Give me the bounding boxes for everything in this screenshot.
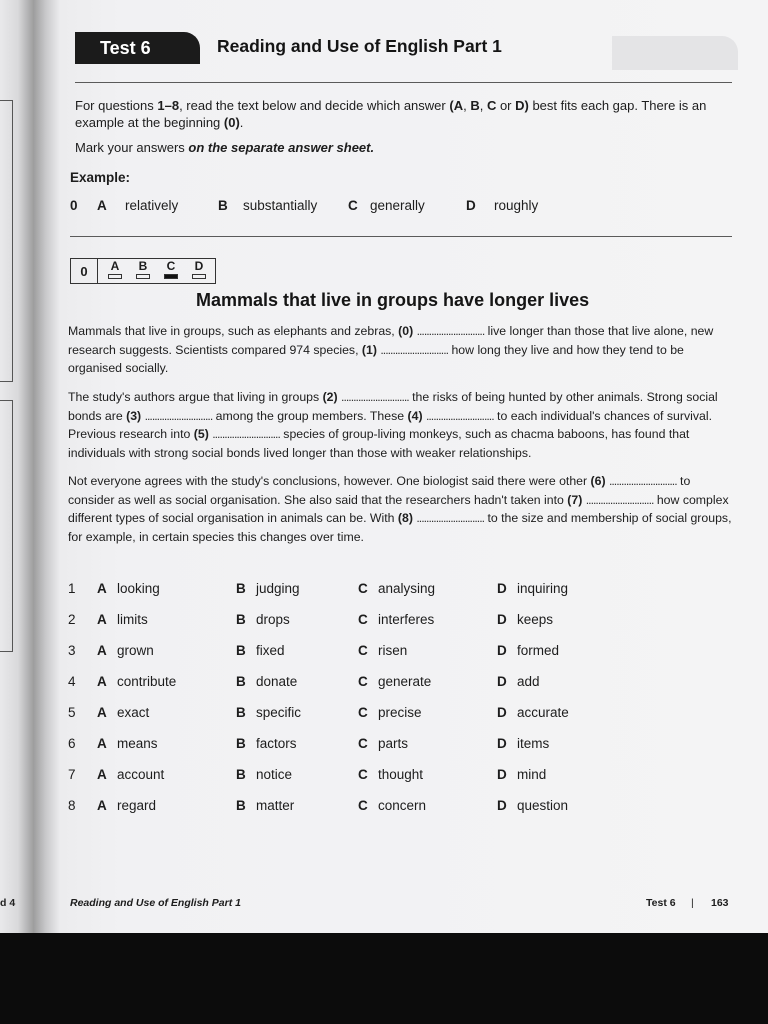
options-table: [60, 577, 720, 825]
option-letter: A: [97, 705, 107, 720]
option-letter: B: [236, 581, 246, 596]
footer-test: Test 6: [646, 897, 676, 909]
option-letter: A: [97, 736, 107, 751]
option-c: interferes: [378, 612, 435, 627]
show-through-tab: [612, 36, 738, 70]
option-d: formed: [517, 643, 560, 658]
example-letter-a: A: [97, 198, 107, 213]
gap-dots: ............................: [585, 492, 654, 507]
option-letter: C: [358, 705, 368, 720]
example-option-d: roughly: [494, 198, 539, 213]
test-tab: Test 6: [75, 32, 200, 64]
option-letter: D: [497, 798, 507, 813]
facing-page-box: [0, 100, 13, 382]
option-c: generate: [378, 674, 432, 689]
gap-number: (7): [567, 492, 583, 507]
option-letter: D: [497, 674, 507, 689]
instructions-mark: Mark your answers on the separate answer sheet.: [75, 140, 375, 155]
instructions: For questions 1–8, read the text below and decide which answer (A, B, C or D) best fits each gap. There is an example at the beginning (0).: [75, 98, 707, 130]
answer-bubble: [192, 274, 206, 279]
section-title: Reading and Use of English Part 1: [217, 36, 502, 56]
footer-section: Reading and Use of English Part 1: [70, 897, 241, 909]
facing-page-box: [0, 400, 13, 652]
question-row: [60, 732, 720, 763]
example-letter-d: D: [466, 198, 476, 213]
option-letter: C: [358, 581, 368, 596]
question-number: 6: [68, 736, 76, 751]
question-row: [60, 608, 720, 639]
question-number: 3: [68, 643, 76, 658]
option-letter: C: [358, 767, 368, 782]
question-number: 4: [68, 674, 76, 689]
gap-dots: ............................: [416, 324, 485, 338]
option-letter: B: [236, 767, 246, 782]
question-row: [60, 701, 720, 732]
question-number: 1: [68, 581, 76, 596]
question-number: 5: [68, 705, 76, 720]
question-row: [60, 794, 720, 825]
facing-page-number: d 4: [0, 897, 16, 909]
gap-dots: ............................: [416, 511, 485, 525]
option-d: inquiring: [517, 581, 569, 596]
gap-number: (3): [126, 408, 142, 423]
option-b: drops: [256, 612, 290, 627]
option-d: question: [517, 798, 569, 813]
option-letter: D: [497, 581, 507, 596]
option-letter: C: [358, 736, 368, 751]
option-c: risen: [378, 643, 408, 658]
option-b: matter: [256, 798, 295, 813]
option-a: limits: [117, 612, 148, 627]
gap-dots: ............................: [425, 408, 494, 423]
article-paragraph: The study's authors argue that living in groups (2) ............................ the risks of being hunted by other animals. Strong social bonds are (3) ............................ among the group members. These (4) ............................ to each individual's chances of survival. Previous research into (5) ............................ species of group-living monkeys, such as chacma baboons, has found that individuals with strong social bonds lived longer than those with weaker relationships.: [68, 390, 718, 460]
option-letter: D: [497, 767, 507, 782]
option-a: account: [117, 767, 165, 782]
option-letter: A: [97, 612, 107, 627]
article-paragraph: Mammals that live in groups, such as elephants and zebras, (0) ............................ live longer than those that live alone, new research suggests. Scientists compared 974 species, (1) ............................ how long they live and how they tend to be organised socially.: [68, 324, 714, 375]
option-letter: A: [97, 767, 107, 782]
example-option-a: relatively: [125, 198, 179, 213]
answer-bubble: [136, 274, 150, 279]
example-letter-b: B: [218, 198, 228, 213]
option-b: factors: [256, 736, 297, 751]
option-letter: C: [358, 612, 368, 627]
option-d: add: [517, 674, 540, 689]
option-letter: C: [358, 798, 368, 813]
option-a: contribute: [117, 674, 177, 689]
gap-number: (4): [407, 408, 423, 423]
option-d: keeps: [517, 612, 554, 627]
gap-number: (6): [590, 474, 606, 488]
grid-cell-b: B: [129, 260, 157, 279]
gap-number: (1): [361, 342, 377, 357]
example-number: 0: [70, 198, 78, 213]
gap-dots: ............................: [144, 408, 213, 423]
option-c: precise: [378, 705, 422, 720]
grid-cell-a: A: [101, 260, 129, 279]
question-row: [60, 577, 720, 608]
option-c: thought: [378, 767, 424, 782]
option-letter: B: [236, 674, 246, 689]
article-paragraph: Not everyone agrees with the study's conclusions, however. One biologist said there were other (6) ............................ to consider as well as social organisation. She also said that the researchers hadn't taken into (7) ............................ how complex different types of social organisation in animals can be. With (8) ............................ to the size and membership of social groups, for example, in certain species this changes over time.: [68, 474, 732, 544]
option-d: items: [517, 736, 550, 751]
divider: [70, 236, 732, 237]
gap-dots: ............................: [212, 427, 280, 441]
option-letter: D: [497, 612, 507, 627]
option-a: regard: [117, 798, 157, 813]
option-a: exact: [117, 705, 150, 720]
question-row: [60, 670, 720, 701]
option-d: accurate: [517, 705, 569, 720]
option-letter: C: [358, 674, 368, 689]
answer-bubble: [108, 274, 122, 279]
page-number: 163: [711, 897, 729, 909]
option-letter: B: [236, 736, 246, 751]
option-letter: B: [236, 612, 246, 627]
option-letter: C: [358, 643, 368, 658]
article-title: Mammals that live in groups have longer lives: [196, 290, 590, 310]
option-b: notice: [256, 767, 293, 782]
option-b: specific: [256, 705, 302, 720]
option-letter: A: [97, 674, 107, 689]
question-number: 2: [68, 612, 76, 627]
footer-divider: |: [691, 897, 694, 909]
option-letter: B: [236, 643, 246, 658]
gap-number: (5): [193, 427, 209, 441]
option-letter: B: [236, 705, 246, 720]
option-b: judging: [256, 581, 300, 596]
option-c: concern: [378, 798, 427, 813]
option-b: donate: [256, 674, 298, 689]
grid-cell-c: C: [157, 260, 185, 279]
option-a: looking: [117, 581, 160, 596]
gap-dots: ............................: [608, 474, 677, 488]
option-a: means: [117, 736, 158, 751]
option-c: analysing: [378, 581, 436, 596]
example-grid-number: 0: [71, 259, 98, 283]
gap-number: (2): [322, 390, 338, 404]
answer-bubble-selected: [164, 274, 178, 279]
example-option-c: generally: [370, 198, 425, 213]
option-letter: D: [497, 643, 507, 658]
gap-dots: ............................: [341, 390, 409, 404]
question-number: 7: [68, 767, 76, 782]
option-letter: B: [236, 798, 246, 813]
option-a: grown: [117, 643, 154, 658]
option-letter: A: [97, 643, 107, 658]
example-label: Example:: [70, 170, 131, 185]
example-answer-grid: [70, 258, 216, 284]
gap-number: (0): [398, 324, 414, 338]
question-number: 8: [68, 798, 76, 813]
option-d: mind: [517, 767, 547, 782]
example-option-b: substantially: [243, 198, 318, 213]
option-letter: A: [97, 581, 107, 596]
question-row: [60, 763, 720, 794]
option-letter: D: [497, 736, 507, 751]
option-c: parts: [378, 736, 409, 751]
option-b: fixed: [256, 643, 285, 658]
option-letter: A: [97, 798, 107, 813]
divider: [75, 82, 732, 83]
question-row: [60, 639, 720, 670]
gap-number: (8): [397, 511, 413, 525]
example-letter-c: C: [348, 198, 358, 213]
option-letter: D: [497, 705, 507, 720]
gap-dots: ............................: [380, 342, 449, 357]
grid-cell-d: D: [185, 260, 213, 279]
